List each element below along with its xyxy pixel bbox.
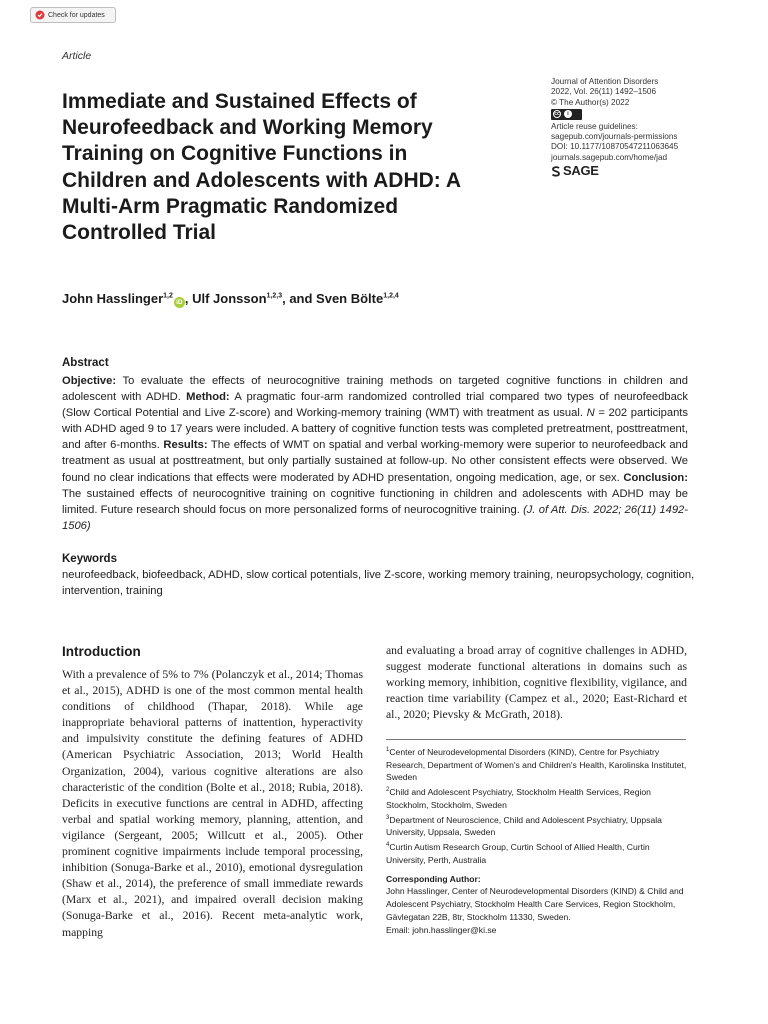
introduction-text-left-column: With a prevalence of 5% to 7% (Polanczyk et al., 2014; Thomas et al., 2015), ADHD is one of the most common mental health conditions of childhood (Thapar, 2018). While age inappropriate behavioral patterns of inattention, hyperactivity and impulsivity constitute the defining features of ADHD (American Psychiatric Association, 2013; World Health Organization, 2004), various cognitive alterations are also characteristic of the condition (Bolte et al., 2018; Rubia, 2018). Deficits in executive functions are central in ADHD, affecting verbal and spatial working memory, planning, attention, and vigilance (Sergeant, 2005; Willcutt et al., 2005). Other prominent cognitive impairments include temporal processing, inhibition (Sonuga-Barke et al., 2010), emotional dysregulation (Shaw et al., 2014), the preference of small immediate rewards (Marx et al., 2021), and impaired overall decision making (Sonuga-Barke et al., 2016). Recent meta-analytic work, mapping <box>62 668 363 939</box>
doi-link[interactable]: DOI: 10.1177/10870547211063645 <box>551 142 679 152</box>
conclusion-text: The sustained effects of neurocognitive training on cognitive functioning in children and adolescents with ADHD may be limited. Future research should focus on more personalized forms of neurocognitive training. <box>62 487 688 516</box>
conclusion-label: Conclusion: <box>623 471 688 484</box>
results-text: The effects of WMT on spatial and verbal working-memory were superior to neurofeedback and treatment as usual at posttreatment, but only partially sustained at follow-up. No other consistent effects were observed. We found no clear indications that effects were moderated by ADHD presentation, ongoing medication, age, or sex. <box>62 439 688 484</box>
affiliation-footnote <box>386 744 688 784</box>
creative-commons-icon[interactable] <box>551 109 582 120</box>
cc-icon: cc <box>554 111 560 118</box>
affiliation-footnote <box>386 784 688 811</box>
introduction-heading: Introduction <box>62 644 141 659</box>
author-name[interactable]: John Hasslinger <box>62 291 164 306</box>
method-text: A pragmatic four-arm randomized controlled trial compared two types of neurofeedback (Slow Cortical Potential and Live Z-score) and Working-memory training (WMT) with treatment as usual. <box>62 391 688 420</box>
journal-metadata <box>551 77 711 177</box>
method-label: Method: <box>186 391 230 404</box>
introduction-text-right-column: and evaluating a broad array of cognitive challenges in ADHD, suggest moderate functional alterations in domains such as working memory, inhibition, cognitive flexibility, vigilance, and reaction time variability (Campez et al., 2020; East-Richard et al., 2020; Pievsky & McGrath, 2018). <box>386 644 687 722</box>
affiliation-footnote <box>386 839 688 866</box>
abstract-text <box>62 373 688 534</box>
affiliation-text: Curtin Autism Research Group, Curtin School of Allied Health, Curtin University, Perth, Australia <box>386 842 650 865</box>
check-updates-label: Check for updates <box>48 11 105 19</box>
journal-name: Journal of Attention Disorders <box>551 77 659 86</box>
affiliation-footnote <box>386 812 688 839</box>
corresponding-author-heading: Corresponding Author: <box>386 873 481 884</box>
journal-homepage-link[interactable]: journals.sagepub.com/home/jad <box>551 152 668 162</box>
abstract-heading: Abstract <box>62 357 109 369</box>
check-for-updates-button[interactable] <box>30 7 116 23</box>
copyright: © The Author(s) 2022 <box>551 97 630 107</box>
footnote-marker: 3 <box>386 814 390 821</box>
objective-label: Objective: <box>62 375 117 387</box>
footnote-marker: 1 <box>386 747 390 753</box>
check-updates-icon <box>35 10 45 20</box>
sage-logo <box>551 163 711 179</box>
article-type-label: Article <box>62 50 92 62</box>
author-separator: , <box>184 291 193 306</box>
author-list <box>62 291 399 308</box>
sage-logo-icon <box>551 166 561 177</box>
sample-size-symbol: N <box>586 407 595 420</box>
results-label: Results: <box>163 439 208 452</box>
author-affiliation-marker: 1,2 <box>163 292 173 300</box>
reuse-guidelines-label: Article reuse guidelines: <box>551 121 638 131</box>
method-text-continued: = 202 participants with ADHD aged 9 to 17 years were included. A battery of cognitive function tests was completed pretreatment, posttreatment, and after 6-months. <box>62 407 689 452</box>
affiliation-text: Center of Neurodevelopmental Disorders (KIND), Centre for Psychiatry Research, Department of Women's and Children's Health, Karolinska Institutet, Sweden <box>386 746 687 783</box>
corresponding-author-email[interactable]: Email: john.hasslinger@ki.se <box>386 924 497 935</box>
footnote-marker: 2 <box>386 787 390 794</box>
publisher-name: SAGE <box>563 163 599 179</box>
orcid-icon[interactable]: iD <box>174 297 185 308</box>
author-name[interactable]: Ulf Jonsson <box>192 291 267 306</box>
corresponding-author-text: John Hasslinger, Center of Neurodevelopmental Disorders (KIND) & Child and Adolescent Psychiatry, Stockholm Health Care Services, Region Stockholm, Gävlegatan 22B, 8tr, Stockholm 11330, Sweden. <box>386 886 684 922</box>
keywords-text: neurofeedback, biofeedback, ADHD, slow cortical potentials, live Z-score, working memory training, neuropsychology, cognition, intervention, training <box>62 569 695 597</box>
keywords-heading: Keywords <box>62 553 117 565</box>
author-affiliation-marker: 1,2,3 <box>266 292 283 300</box>
author-affiliation-marker: 1,2,4 <box>383 292 399 300</box>
objective-text: To evaluate the effects of neurocognitive training methods on targeted cognitive functions in children and adolescent with ADHD. <box>62 375 688 404</box>
footnote-divider <box>386 739 686 740</box>
permissions-link[interactable]: sagepub.com/journals-permissions <box>551 132 678 142</box>
affiliation-text: Department of Neuroscience, Child and Adolescent Psychiatry, Uppsala University, Uppsala, Sweden <box>386 814 662 838</box>
affiliation-text: Child and Adolescent Psychiatry, Stockholm Health Services, Region Stockholm, Stockholm, Sweden <box>386 787 651 810</box>
author-name[interactable]: Sven Bölte <box>316 291 384 306</box>
footnote-marker: 4 <box>386 842 390 849</box>
attribution-icon: i <box>564 110 572 118</box>
author-separator: , and <box>282 291 317 306</box>
abstract-citation: (J. of Att. Dis. 2022; 26(11) 1492-1506) <box>62 503 688 532</box>
article-title: Immediate and Sustained Effects of Neurofeedback and Working Memory Training on Cognitive Functions in Children and Adolescents with ADHD: A Multi-Arm Pragmatic Randomized Controlled Trial <box>62 90 461 245</box>
affiliations-footnotes <box>386 744 688 937</box>
journal-volume: 2022, Vol. 26(11) 1492–1506 <box>551 87 657 97</box>
